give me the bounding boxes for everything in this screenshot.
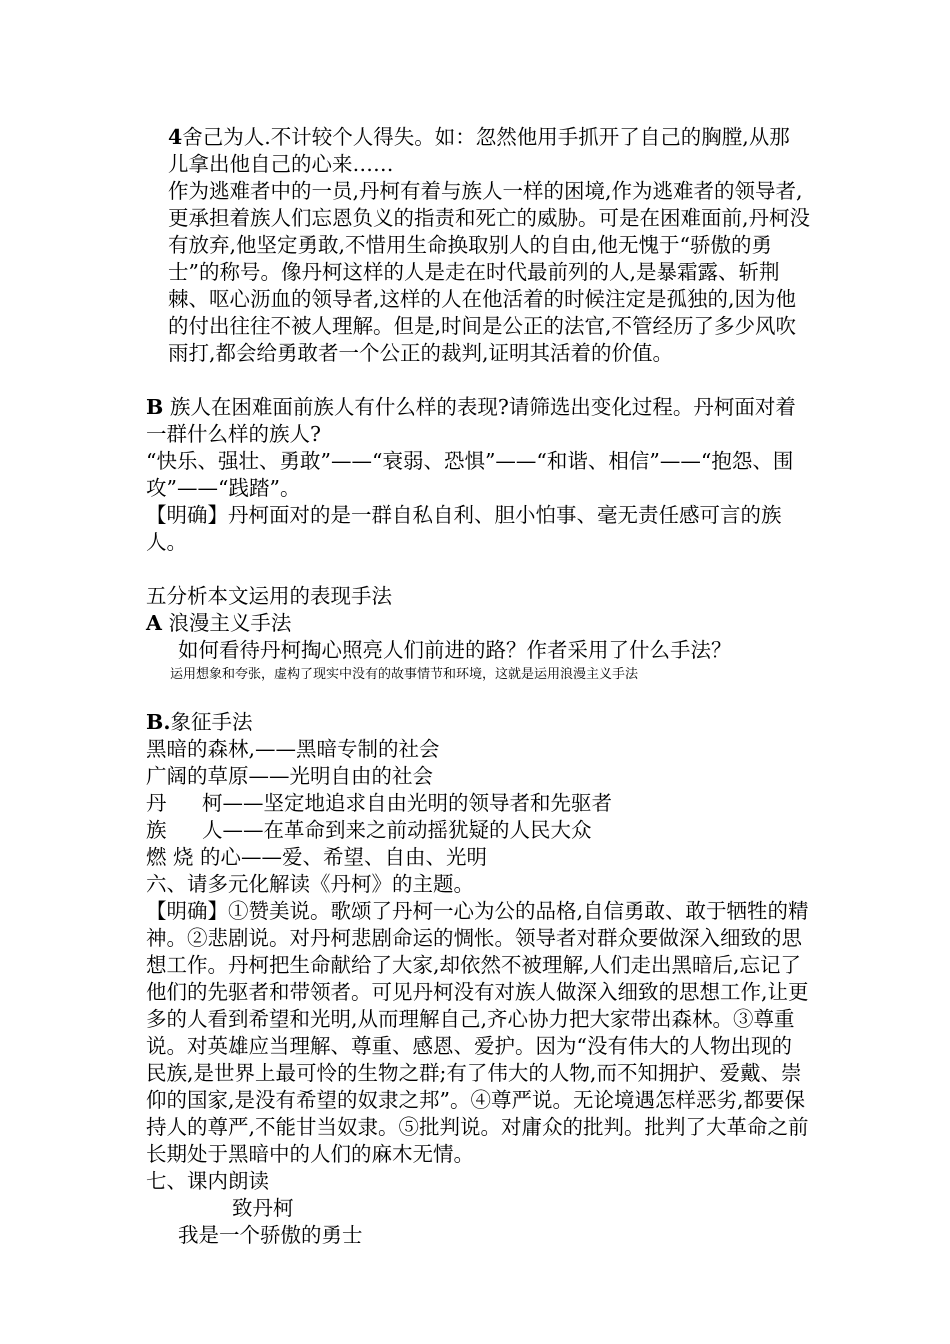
document-body bbox=[146, 124, 810, 1249]
section5-heading: 五分析本文运用的表现手法 bbox=[146, 584, 392, 608]
symbol-grassland: 广阔的草原——光明自由的社会 bbox=[146, 764, 433, 788]
section4-paragraph: 作为逃难者中的一员,丹柯有着与族人一样的困境,作为逃难者的领导者,更承担着族人们忘恩负义的指责和死亡的威胁。可是在困难面前,丹柯没有放弃,他坚定勇敢,不惜用生命换取别人的自由,他无愧于“骄傲的勇士”的称号。像丹柯这样的人是走在时代最前列的人,是暴霜露、斩荆棘、呕心沥血的领导者,这样的人在他活着的时候注定是孤独的,因为他的付出往往不被人理解。但是,时间是公正的法官,不管经历了多少风吹雨打,都会给勇敢者一个公正的裁判,证明其活着的价值。 bbox=[168, 179, 811, 365]
section7-heading: 七、课内朗读 bbox=[146, 1169, 269, 1193]
symbol-zuren-text: 人——在革命到来之前动摇犹疑的人民大众 bbox=[202, 818, 592, 842]
symbol-zuren-char: 族 bbox=[146, 818, 167, 842]
spacer bbox=[146, 556, 810, 583]
section5-a-answer: 运用想象和夸张，虚构了现实中没有的故事情节和环境，这就是运用浪漫主义手法 bbox=[170, 667, 639, 682]
section6-answer: 【明确】①赞美说。歌颂了丹柯一心为公的品格,自信勇敢、敢于牺牲的精神。②悲剧说。对丹柯悲剧命运的惆怅。领导者对群众要做深入细致的思想工作。丹柯把生命献给了大家,却依然不被理解,人们走出黑暗后,忘记了他们的先驱者和带领者。可见丹柯没有对族人做深入细致的思想工作,让更多的人看到希望和光明,从而理解自己,齐心协力把大家带出森林。③尊重说。对英雄应当理解、尊重、感恩、爱护。因为“没有伟大的人物出现的民族,是世界上最可怜的生物之群;有了伟大的人物,而不知拥护、爱戴、崇仰的国家,是没有希望的奴隶之邦”。④尊严说。无论境遇怎样恶劣,都要保持人的尊严,不能甘当奴隶。⑤批判说。对庸众的批判。批判了大革命之前长期处于黑暗中的人们的麻木无情。 bbox=[146, 899, 809, 1166]
symbol-danke-text: 柯——坚定地追求自由光明的领导者和先驱者 bbox=[202, 791, 612, 815]
section5-a-title bbox=[146, 610, 810, 637]
section4-number: 4 bbox=[168, 125, 183, 149]
sectionB-question-text: 族人在困难面前族人有什么样的表现?请筛选出变化过程。丹柯面对着一群什么样的族人? bbox=[146, 395, 796, 446]
poem-line-1: 我是一个骄傲的勇士 bbox=[178, 1223, 363, 1247]
sectionB-question bbox=[146, 394, 810, 448]
section5-b-title bbox=[146, 709, 810, 736]
section5-a-label: A bbox=[146, 611, 162, 635]
spacer bbox=[146, 685, 810, 709]
symbol-heart: 燃 烧 的心——爱、希望、自由、光明 bbox=[146, 845, 488, 869]
spacer bbox=[146, 367, 810, 394]
sectionB-label: B bbox=[146, 395, 164, 419]
poem-title: 致丹柯 bbox=[232, 1196, 294, 1220]
symbol-danke-char: 丹 bbox=[146, 791, 167, 815]
section5-a-question: 如何看待丹柯掏心照亮人们前进的路？作者采用了什么手法？ bbox=[178, 638, 732, 662]
section6-heading: 六、请多元化解读《丹柯》的主题。 bbox=[146, 872, 474, 896]
section5-b-title-text: 象征手法 bbox=[170, 710, 253, 734]
section4-heading bbox=[146, 124, 810, 178]
section5-a-title-text: 浪漫主义手法 bbox=[168, 611, 292, 635]
symbol-forest: 黑暗的森林,——黑暗专制的社会 bbox=[146, 737, 440, 761]
symbol-danke bbox=[146, 790, 810, 817]
sectionB-process: “快乐、强壮、勇敢”——“衰弱、恐惧”——“和谐、相信”——“抱怨、围攻”——“践踏”。 bbox=[146, 449, 794, 500]
sectionB-answer: 【明确】丹柯面对的是一群自私自利、胆小怕事、毫无责任感可言的族人。 bbox=[146, 503, 782, 554]
section4-heading-text: 舍己为人.不计较个人得失。如：忽然他用手抓开了自己的胸膛,从那儿拿出他自己的心来…… bbox=[168, 125, 790, 176]
symbol-zuren bbox=[146, 817, 810, 844]
section5-b-label: B. bbox=[146, 710, 171, 734]
